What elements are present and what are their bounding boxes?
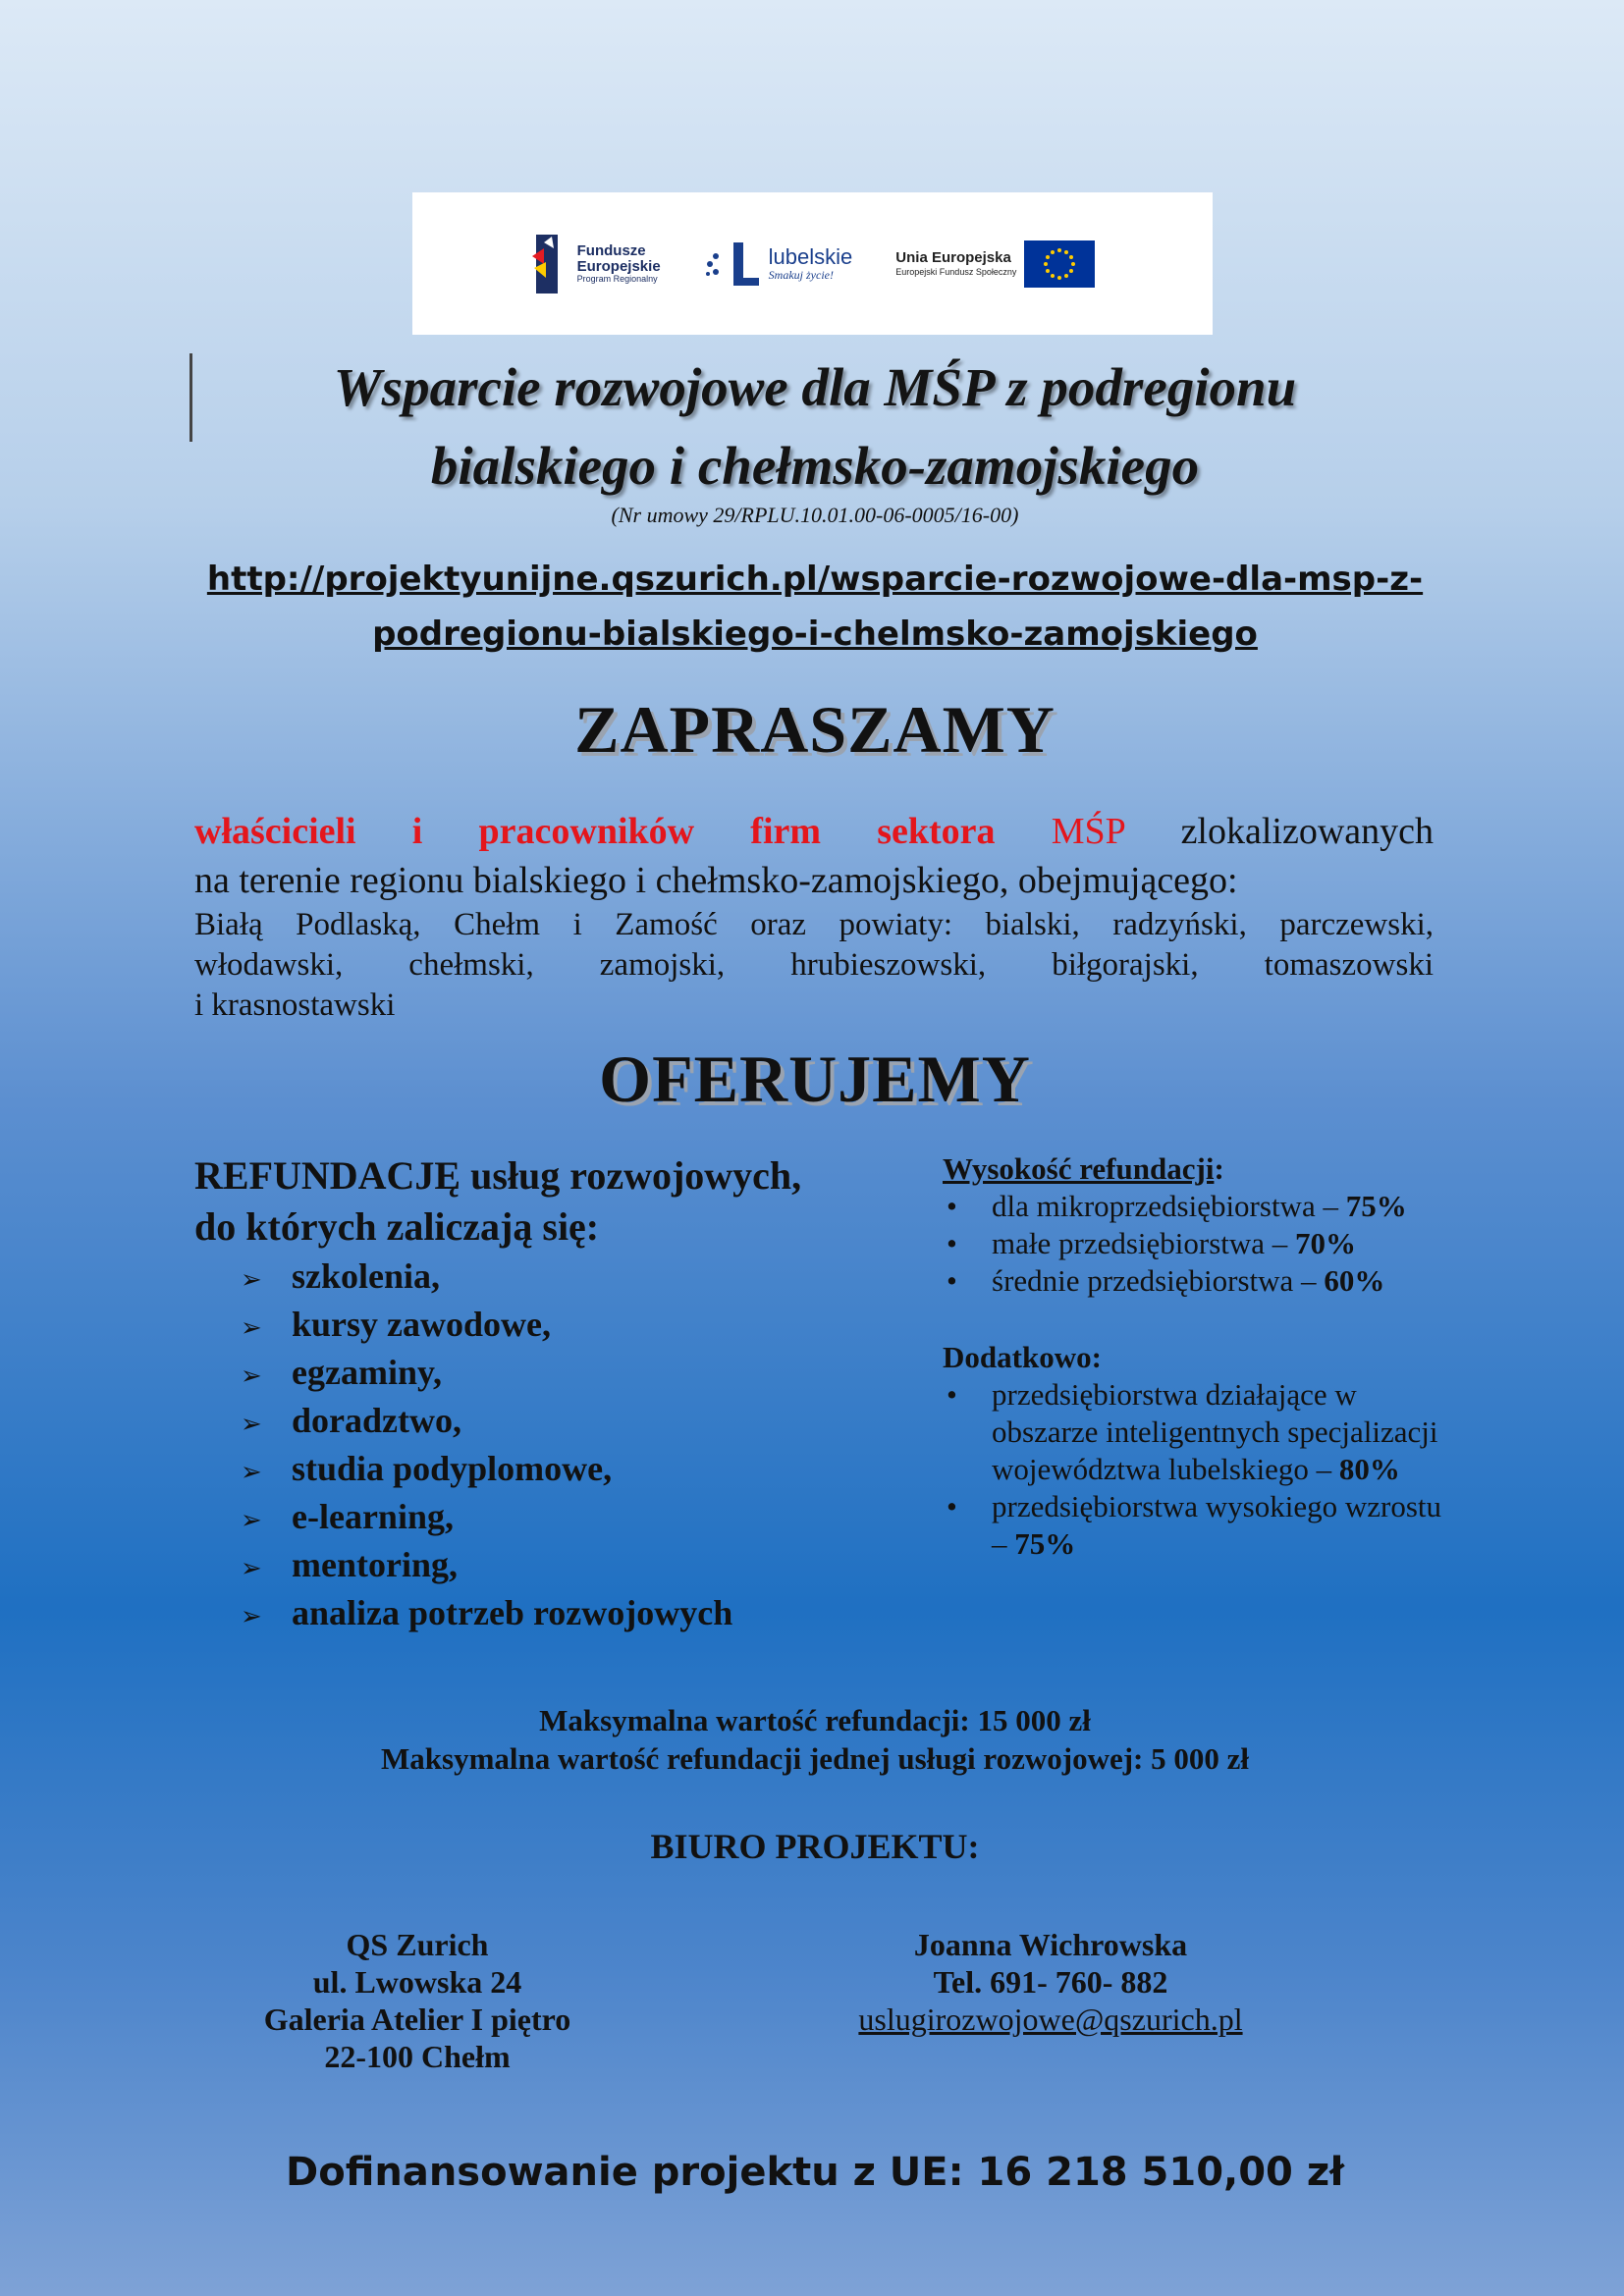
wysokosc-heading [943, 1150, 1453, 1188]
list-item [241, 1495, 928, 1543]
service-label: kursy zawodowe, [292, 1305, 552, 1344]
fe-line1: Fundusze [576, 242, 646, 260]
intro-red-part: właścicieli i pracowników firm sektora [194, 811, 996, 852]
contract-number: (Nr umowy 29/RPLU.10.01.00-06-0005/16-00) [611, 503, 1019, 527]
rate-text: małe przedsiębiorstwa – [992, 1226, 1288, 1260]
rate-value: 80% [1338, 1452, 1400, 1486]
rate-text: przedsiębiorstwa działające w obszarze inteligentnych specjalizacji województwa lubelskiego – [992, 1377, 1438, 1486]
list-item [943, 1188, 1453, 1225]
url-line1[interactable]: http://projektyunijne.qszurich.pl/wsparcie-rozwojowe-dla-msp-z- [206, 560, 1424, 599]
max-refund-info [128, 1701, 1502, 1778]
arrow-bullet-icon: ➢ [241, 1506, 262, 1535]
office-address [221, 1926, 614, 2075]
office-line: QS Zurich [346, 1927, 489, 1962]
rate-value: 75% [1014, 1526, 1076, 1561]
arrow-bullet-icon: ➢ [241, 1602, 262, 1631]
zapraszamy-heading: ZAPRASZAMY [574, 692, 1056, 767]
list-item [241, 1351, 928, 1399]
list-item [943, 1262, 1453, 1300]
wysokosc-colon: : [1214, 1151, 1224, 1186]
office-line: 22-100 Chełm [324, 2039, 511, 2074]
fe-line3: Program Regionalny [576, 273, 658, 284]
list-item [943, 1488, 1453, 1563]
intro-paragraph [194, 807, 1434, 1026]
office-line: ul. Lwowska 24 [312, 1964, 522, 2000]
dodatkowo-heading: Dodatkowo: [943, 1340, 1102, 1374]
unia-europejska-logo [895, 240, 1095, 288]
fe-star-icon [530, 235, 569, 294]
service-label: egzaminy, [292, 1353, 442, 1392]
services-list [241, 1255, 928, 1639]
title-line2: bialskiego i chełmsko-zamojskiego [430, 436, 1200, 496]
list-item [241, 1447, 928, 1495]
ue-fund: Europejski Fundusz Społeczny [895, 267, 1017, 278]
arrow-bullet-icon: ➢ [241, 1458, 262, 1487]
refund-rates [943, 1150, 1453, 1563]
arrow-bullet-icon: ➢ [241, 1265, 262, 1295]
list-item [241, 1399, 928, 1447]
rate-value: 75% [1345, 1189, 1407, 1223]
service-label: doradztwo, [292, 1401, 461, 1440]
ue-name: Unia Europejska [895, 248, 1011, 266]
logo-bar [412, 192, 1213, 335]
title-line1: Wsparcie rozwojowe dla MŚP z podregionu [333, 357, 1297, 417]
lubelskie-logo [704, 239, 853, 290]
oferujemy-heading: OFERUJEMY [599, 1041, 1031, 1116]
url-line2[interactable]: podregionu-bialskiego-i-chelmsko-zamojskiego [372, 614, 1258, 654]
lubelskie-slogan: Smakuj życie! [768, 268, 834, 282]
lubelskie-l-icon [704, 239, 761, 290]
extra-rates-list [943, 1376, 1453, 1563]
office-line: Galeria Atelier I piętro [263, 2002, 571, 2037]
service-label: studia podyplomowe, [292, 1449, 613, 1488]
arrow-bullet-icon: ➢ [241, 1313, 262, 1343]
intro-line2: na terenie regionu bialskiego i chełmsko-zamojskiego, obejmującego: [194, 860, 1238, 901]
funding-footer: Dofinansowanie projektu z UE: 16 218 510,00 zł [286, 2150, 1344, 2195]
list-item [241, 1255, 928, 1303]
refundacja-heading-line1: REFUNDACJĘ usług rozwojowych, [194, 1153, 802, 1198]
fundusze-europejskie-logo [530, 235, 661, 294]
intro-line5: i krasnostawski [194, 988, 396, 1023]
list-item [943, 1225, 1453, 1262]
refundacja-heading-line2: do których zaliczają się: [194, 1204, 600, 1249]
rate-value: 70% [1295, 1226, 1357, 1260]
biuro-heading: BIURO PROJEKTU: [650, 1827, 980, 1866]
rate-value: 60% [1324, 1263, 1385, 1298]
max-line1: Maksymalna wartość refundacji: 15 000 zł [539, 1703, 1091, 1737]
intro-line1 [194, 807, 1434, 856]
rate-text: średnie przedsiębiorstwa – [992, 1263, 1317, 1298]
intro-line3: Białą Podlaską, Chełm i Zamość oraz powiaty: bialski, radzyński, parczewski, [194, 907, 1434, 942]
fe-line2: Europejskie [576, 257, 661, 275]
contact-phone[interactable]: Tel. 691- 760- 882 [933, 1964, 1168, 2000]
list-item [241, 1543, 928, 1591]
lubelskie-name: lubelskie [768, 243, 853, 269]
service-label: szkolenia, [292, 1256, 441, 1296]
list-item [241, 1303, 928, 1351]
contact-person [815, 1926, 1286, 2038]
eu-flag-icon [1024, 240, 1095, 288]
contact-email-link[interactable]: uslugirozwojowe@qszurich.pl [858, 2002, 1243, 2037]
arrow-bullet-icon: ➢ [241, 1554, 262, 1583]
service-label: analiza potrzeb rozwojowych [292, 1593, 733, 1632]
service-label: mentoring, [292, 1545, 458, 1584]
refundacja-heading [194, 1150, 941, 1253]
page-title [128, 348, 1502, 506]
max-line2: Maksymalna wartość refundacji jednej usługi rozwojowej: 5 000 zł [381, 1741, 1249, 1776]
intro-msp: MŚP [1051, 811, 1125, 852]
rates-list [943, 1188, 1453, 1300]
rate-text: dla mikroprzedsiębiorstwa – [992, 1189, 1338, 1223]
rate-text: przedsiębiorstwa wysokiego wzrostu – [992, 1489, 1442, 1561]
intro-line4: włodawski, chełmski, zamojski, hrubieszowski, biłgorajski, tomaszowski [194, 947, 1434, 983]
arrow-bullet-icon: ➢ [241, 1410, 262, 1439]
list-item [943, 1376, 1453, 1488]
list-item [241, 1591, 928, 1639]
service-label: e-learning, [292, 1497, 454, 1536]
project-url[interactable] [157, 552, 1473, 662]
contact-name: Joanna Wichrowska [913, 1927, 1188, 1962]
wysokosc-heading-text: Wysokość refundacji [943, 1151, 1215, 1186]
intro-rest1: zlokalizowanych [1180, 811, 1435, 852]
arrow-bullet-icon: ➢ [241, 1362, 262, 1391]
